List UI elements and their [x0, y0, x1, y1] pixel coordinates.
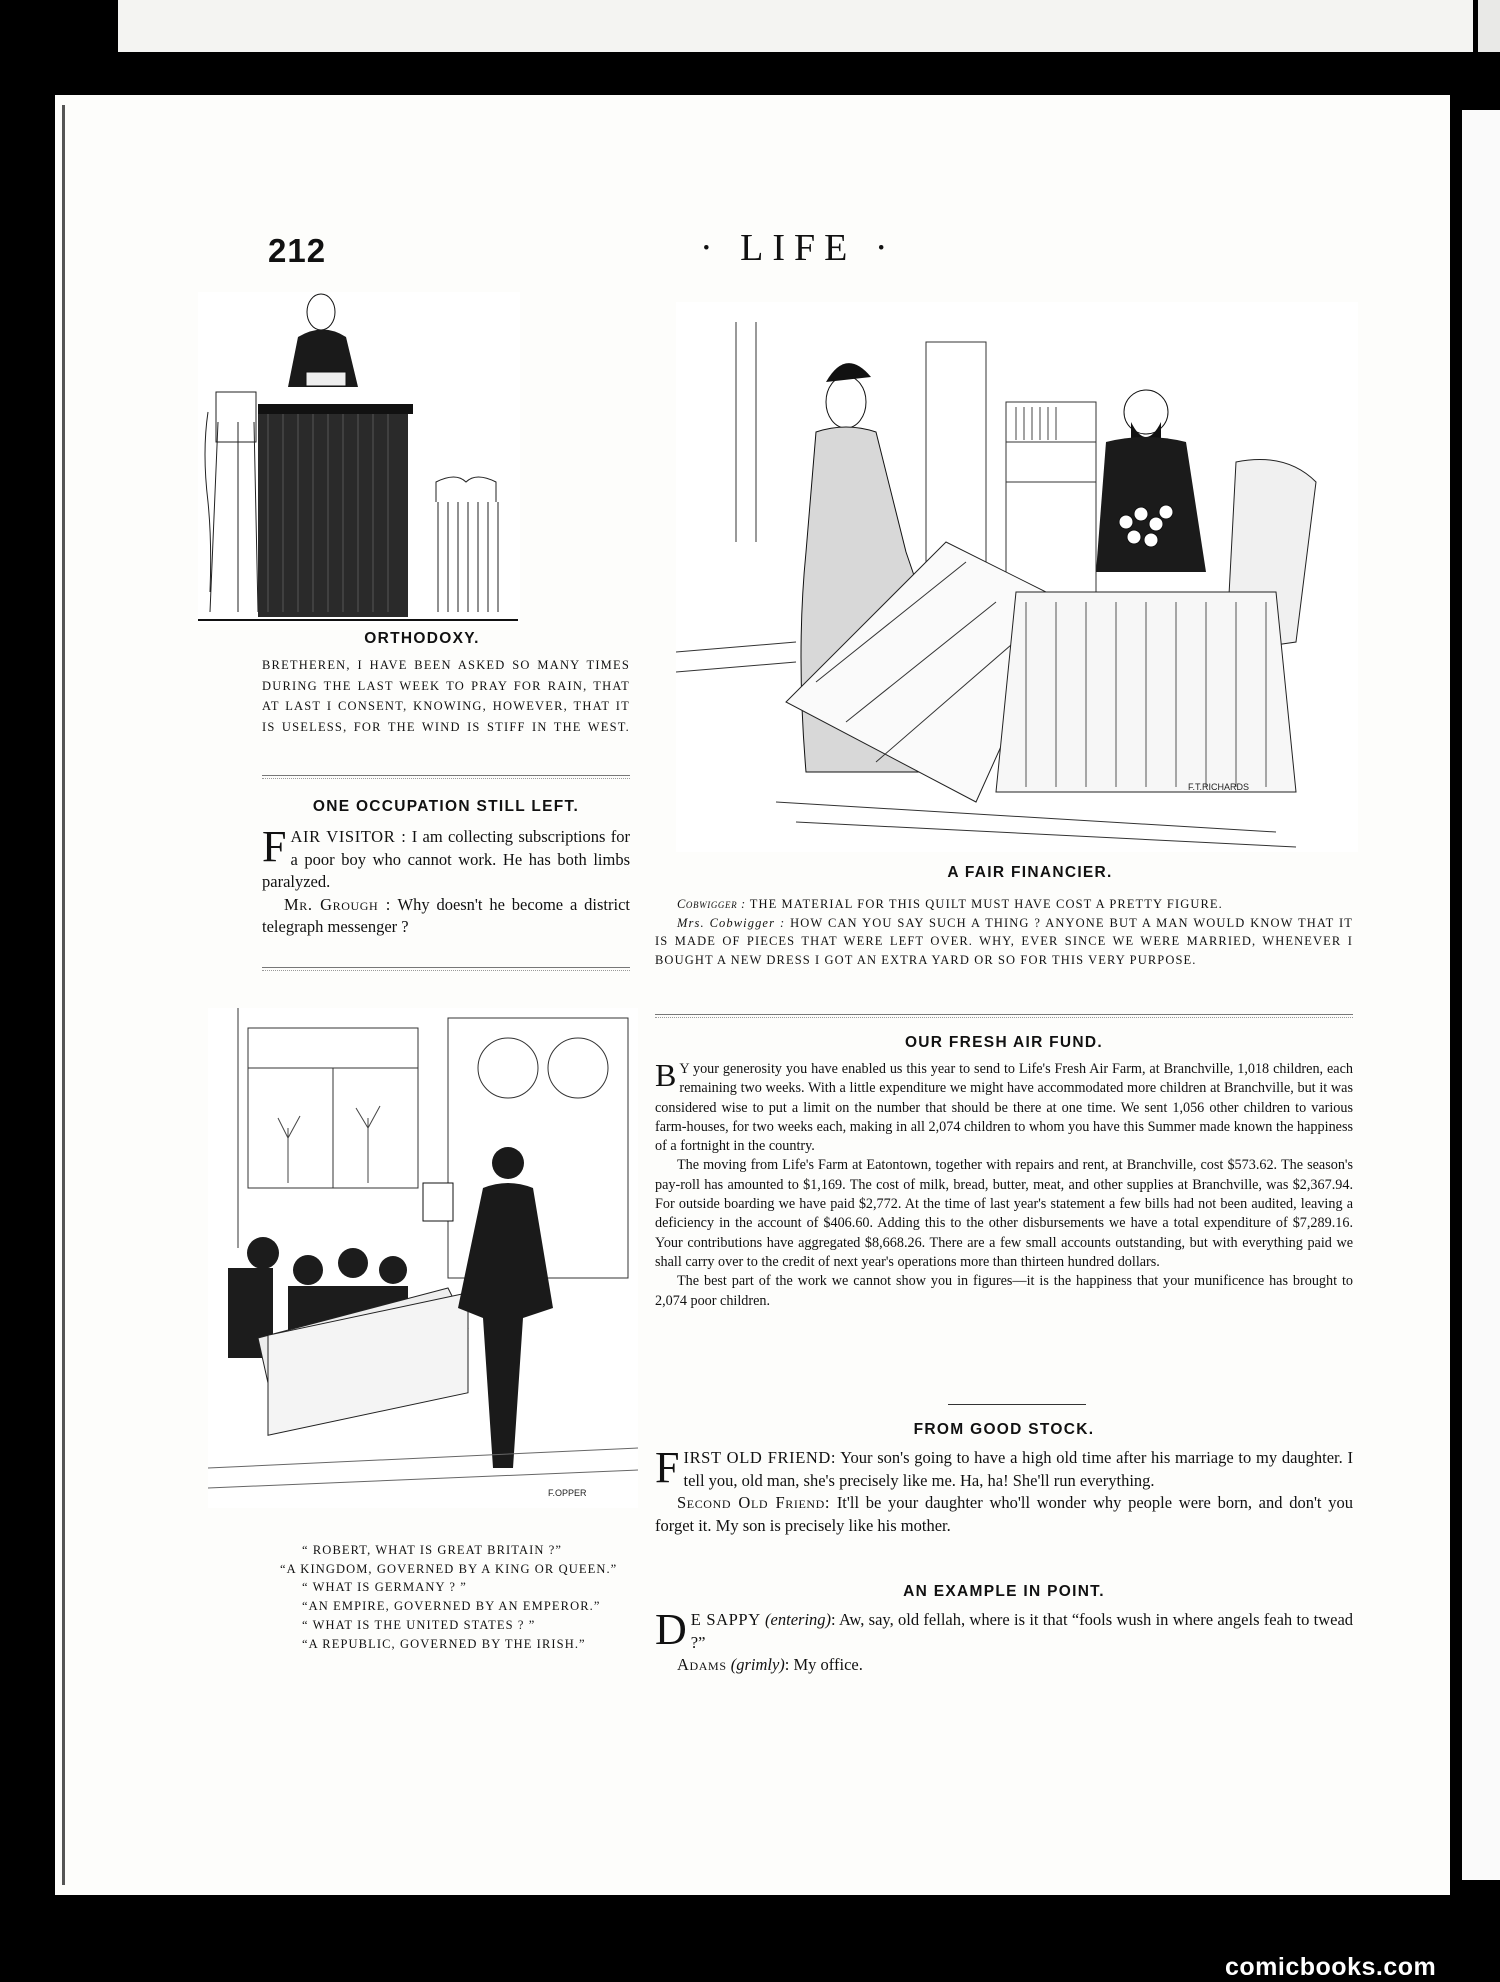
divider: [655, 1014, 1353, 1018]
classroom-caption: [280, 1541, 630, 1653]
example-title: AN EXAMPLE IN POINT.: [903, 1583, 1105, 1600]
fresh-air-article: [655, 1057, 1353, 1311]
classroom-illustration: [208, 1008, 638, 1508]
orthodoxy-text: BRETHEREN, I HAVE BEEN ASKED SO MANY TIMES DURING THE LAST WEEK TO PRAY FOR RAIN, THAT AT LAST I CONSENT, KNOWING, HOWEVER, THAT IT IS USELESS, FOR THE WIND IS STIFF IN THE WEST.: [262, 658, 630, 734]
fresh-air-para-1: B Y your generosity you have enabled us this year to send to Life's Fresh Air Farm, at Branchville, 1,018 children, each remaining two weeks. With a little expenditure we might have accommodated more children at Branchville, but it was considered wise to put a limit on the number that should be there at one time. We sent 1,056 other children to various farm-houses, for two weeks each, making in all 2,074 children to whom you have this Summer made known the happiness of a fortnight in the country.: [655, 1057, 1353, 1155]
occupation-article: [262, 822, 631, 939]
good-stock-para-2: Second Old Friend: It'll be your daughter who'll wonder why people were born, and don't you forget it. My son is precisely like his mother.: [655, 1493, 1353, 1535]
financier-caption: Cobwigger : THE MATERIAL FOR THIS QUILT MUST HAVE COST A PRETTY FIGURE. Mrs. Cobwigger : HOW CAN YOU SAY SUCH A THING ? ANYONE BUT A MAN WOULD KNOW THAT IT IS MADE OF PIECES THAT WERE LEFT OVER. WHY, EVER SINCE WE WERE MARRIED, WHENEVER I BOUGHT A NEW DRESS I GOT AN EXTRA YARD OR SO FOR THIS VERY PURPOSE.: [655, 897, 1354, 968]
site-watermark: comicbooks.com: [1225, 1953, 1437, 1981]
good-stock-para-1: FIRST OLD FRIEND: Your son's going to have a high old time after his marriage to my daughter. I tell you, old man, she's precisely like me. Ha, ha! She'll run everything.: [655, 1443, 1353, 1492]
financier-title: A FAIR FINANCIER.: [947, 864, 1113, 881]
previous-page-edge: [118, 0, 1473, 52]
page-gutter-line: [62, 105, 65, 1885]
example-para-1: D E SAPPY (entering): Aw, say, old fellah, where is it that “fools wush in where angels feah to twead ?”: [655, 1605, 1354, 1654]
dropcap: F: [655, 1443, 680, 1492]
classroom-artist-signature: F.OPPER: [548, 1488, 587, 1498]
fair-financier-illustration: [676, 302, 1358, 852]
masthead: · LIFE ·: [700, 227, 897, 269]
facing-page-strip: [1462, 110, 1500, 1880]
orthodoxy-illustration: [198, 292, 520, 624]
occupation-para-1: FAIR VISITOR : I am collecting subscriptions for a poor boy who cannot work. He has both limbs paralyzed.: [262, 822, 630, 891]
example-article: [655, 1605, 1354, 1677]
dropcap: B: [655, 1057, 677, 1093]
fresh-air-para-3: The best part of the work we cannot show you in figures—it is the happiness that your munificence has brought to 2,074 poor children.: [655, 1273, 1353, 1309]
financier-artist-signature: F.T.RICHARDS: [1188, 782, 1250, 792]
example-para-2: Adams (grimly): My office.: [677, 1655, 863, 1674]
fresh-air-title: OUR FRESH AIR FUND.: [904, 1034, 1104, 1051]
speaker: Cobwigger :: [677, 897, 746, 911]
dialogue-line: “ WHAT IS THE UNITED STATES ? ”: [302, 1617, 536, 1632]
dropcap: F: [262, 822, 287, 871]
page-number: 212: [268, 232, 327, 269]
dialogue-line: “AN EMPIRE, GOVERNED BY AN EMPEROR.”: [302, 1599, 601, 1614]
short-divider: [948, 1404, 1086, 1405]
dropcap: D: [655, 1605, 687, 1654]
speaker: Mrs. Cobwigger :: [677, 915, 786, 930]
divider: [262, 967, 630, 971]
dialogue-line: “ WHAT IS GERMANY ? ”: [302, 1580, 467, 1595]
previous-page-corner: [1478, 0, 1500, 52]
occupation-para-2: Mr. Grough : Why doesn't he become a district telegraph messenger ?: [262, 894, 631, 936]
dialogue-line: “ ROBERT, WHAT IS GREAT BRITAIN ?”: [302, 1543, 563, 1557]
good-stock-title: FROM GOOD STOCK.: [913, 1421, 1095, 1438]
dialogue-line: “A REPUBLIC, GOVERNED BY THE IRISH.”: [302, 1636, 586, 1651]
fresh-air-para-2: The moving from Life's Farm at Eatontown, together with repairs and rent, at Branchville, cost $573.62. The season's pay-roll has amounted to $1,169. The cost of milk, bread, butter, meat, and other supplies at Branchville, was $2,367.94. For outside boarding we have paid $2,772. At the time of last year's statement a few bills had not been audited, leaving a deficiency in the account of $406.60. Adding this to the other disbursements we have a total expenditure of $7,289.16. Your contributions have aggregated $8,668.26. There are a few small accounts outstanding, but with everything paid we shall carry over to the credit of next year's operations more than thirteen hundred dollars.: [655, 1157, 1353, 1270]
occupation-title: ONE OCCUPATION STILL LEFT.: [312, 798, 580, 815]
dialogue-line: “A KINGDOM, GOVERNED BY A KING OR QUEEN.”: [280, 1561, 618, 1576]
orthodoxy-title: ORTHODOXY.: [364, 630, 480, 647]
good-stock-article: [655, 1443, 1353, 1537]
divider: [262, 775, 630, 779]
